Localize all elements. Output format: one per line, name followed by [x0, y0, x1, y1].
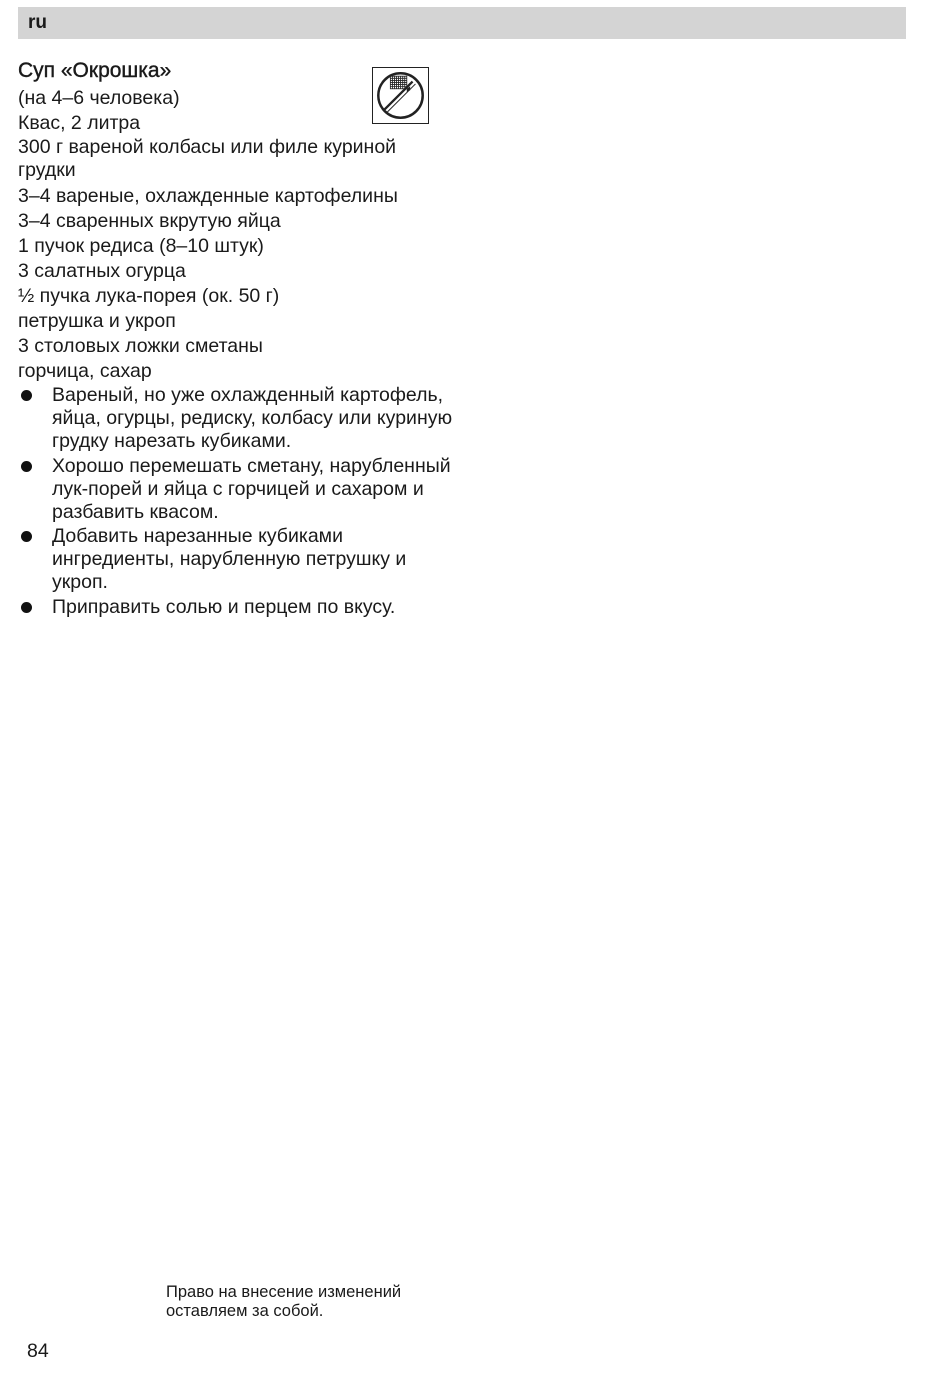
step-text: Хорошо перемешать сметану, нарубленный лук-порей и яйца с горчицей и сахаром и разбавить квасом.	[52, 454, 451, 523]
ingredient-item: Квас, 2 литра	[18, 112, 141, 134]
ingredient-item: 3–4 вареные, охлажденные картофелины	[18, 185, 398, 207]
step-text: Вареный, но уже охлажденный картофель, яйца, огурцы, редиску, колбасу или куриную грудку нарезать кубиками.	[52, 384, 453, 452]
ingredient-item: петрушка и укроп	[18, 310, 176, 332]
step-text: Добавить нарезанные кубиками ингредиенты, нарубленную петрушку и укроп.	[52, 525, 407, 593]
bullet-dot-icon	[21, 531, 32, 542]
bullet-dot-icon	[21, 390, 32, 401]
disclaimer-note	[166, 1283, 466, 1321]
ingredient-item: горчица, сахар	[18, 360, 152, 382]
bullet-dot-icon	[21, 602, 32, 613]
recipe-section	[18, 58, 458, 620]
servings-note: (на 4–6 человека)	[18, 87, 180, 109]
ingredient-item: ½ пучка лука-порея (ок. 50 г)	[18, 285, 280, 307]
disclaimer-line: Право на внесение изменений	[166, 1283, 402, 1301]
page-number: 84	[27, 1340, 49, 1362]
ingredient-item: 3 салатных огурца	[18, 260, 186, 282]
step-item	[18, 455, 458, 524]
ingredient-item: 1 пучок редиса (8–10 штук)	[18, 235, 264, 257]
ingredient-item: 3 столовых ложки сметаны	[18, 335, 263, 357]
language-code: ru	[28, 12, 47, 33]
ingredient-list	[18, 111, 458, 384]
disclaimer-line: оставляем за собой.	[166, 1302, 324, 1320]
ingredient-item: 3–4 сваренных вкрутую яйца	[18, 210, 281, 232]
preparation-steps	[18, 384, 458, 619]
recipe-title: Суп «Окрошка»	[18, 59, 172, 82]
ingredient-item: 300 г вареной колбасы или филе куриной грудки	[18, 136, 397, 181]
step-text: Приправить солью и перцем по вкусу.	[52, 595, 396, 618]
step-item	[18, 384, 458, 453]
step-item	[18, 525, 458, 594]
step-item	[18, 596, 458, 619]
bullet-dot-icon	[21, 461, 32, 472]
language-header-bar	[18, 7, 906, 39]
